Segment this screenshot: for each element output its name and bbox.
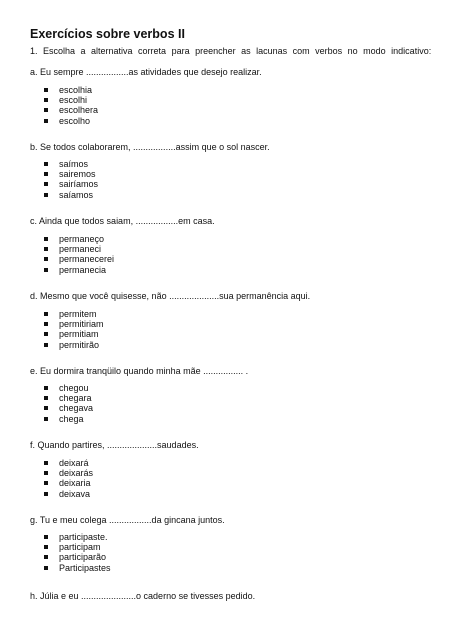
question-e: e. Eu dormira tranqüilo quando minha mãe ................ . [30, 366, 249, 376]
option-item [44, 552, 111, 562]
option-label: escolhi [59, 95, 88, 106]
option-label: permitiriam [59, 319, 104, 330]
option-item [44, 458, 93, 468]
option-label: Participastes [59, 562, 111, 573]
option-label: deixará [59, 458, 89, 468]
square-bullet-icon [44, 406, 48, 410]
option-label: saíamos [59, 189, 94, 200]
question-d: d. Mesmo que você quisesse, não ....................sua permanência aqui. [30, 291, 311, 301]
option-item [44, 340, 104, 350]
question-c: c. Ainda que todos saiam, .................em casa. [30, 216, 215, 226]
option-item [44, 95, 98, 105]
option-item [44, 532, 111, 542]
option-item [44, 393, 93, 403]
question-a-options [44, 85, 98, 126]
square-bullet-icon [44, 492, 48, 496]
option-label: escolhia [59, 85, 93, 95]
option-label: chegara [59, 393, 92, 404]
option-item [44, 244, 114, 254]
square-bullet-icon [44, 461, 48, 465]
square-bullet-icon [44, 247, 48, 251]
option-label: permaneci [59, 244, 102, 255]
square-bullet-icon [44, 343, 48, 347]
square-bullet-icon [44, 119, 48, 123]
square-bullet-icon [44, 312, 48, 316]
square-bullet-icon [44, 545, 48, 549]
question-g-options [44, 532, 111, 573]
square-bullet-icon [44, 88, 48, 92]
option-item [44, 478, 93, 488]
square-bullet-icon [44, 471, 48, 475]
option-item [44, 254, 114, 264]
option-item [44, 85, 98, 95]
option-label: escolhera [59, 105, 99, 116]
option-label: permitiam [59, 329, 99, 340]
question-d-options [44, 309, 104, 350]
question-c-options [44, 234, 114, 275]
option-item [44, 265, 114, 275]
option-label: participarão [59, 552, 107, 563]
question-h: h. Júlia e eu ......................o caderno se tivesses pedido. [30, 591, 256, 601]
square-bullet-icon [44, 417, 48, 421]
square-bullet-icon [44, 162, 48, 166]
option-label: deixarás [59, 468, 94, 479]
option-item [44, 116, 98, 126]
question-b-options [44, 159, 98, 200]
option-item [44, 468, 93, 478]
question-a: a. Eu sempre .................as atividades que desejo realizar. [30, 67, 262, 77]
option-label: chegou [59, 383, 89, 393]
square-bullet-icon [44, 535, 48, 539]
option-item [44, 403, 93, 413]
option-label: sairíamos [59, 179, 99, 190]
option-label: escolho [59, 115, 91, 126]
option-item [44, 383, 93, 393]
square-bullet-icon [44, 108, 48, 112]
question-f-options [44, 458, 93, 499]
option-label: deixaria [59, 478, 91, 489]
square-bullet-icon [44, 566, 48, 570]
option-label: chega [59, 413, 84, 424]
question-f: f. Quando partires, ....................saudades. [30, 440, 199, 450]
option-label: permitem [59, 309, 97, 319]
square-bullet-icon [44, 257, 48, 261]
square-bullet-icon [44, 172, 48, 176]
option-label: permanecia [59, 264, 107, 275]
option-label: permitirão [59, 339, 100, 350]
option-label: permaneço [59, 234, 105, 244]
exercise-instruction: 1. Escolha a alternativa correta para preencher as lacunas com verbos no modo indicativo: [30, 46, 432, 56]
option-item [44, 234, 114, 244]
page-title: Exercícios sobre verbos II [30, 27, 185, 41]
square-bullet-icon [44, 268, 48, 272]
option-label: deixava [59, 488, 91, 499]
square-bullet-icon [44, 237, 48, 241]
option-item [44, 309, 104, 319]
square-bullet-icon [44, 481, 48, 485]
option-item [44, 542, 111, 552]
square-bullet-icon [44, 322, 48, 326]
option-item [44, 179, 98, 189]
option-label: participaste. [59, 532, 108, 542]
option-item [44, 329, 104, 339]
question-g: g. Tu e meu colega .................da gincana juntos. [30, 515, 225, 525]
option-item [44, 563, 111, 573]
option-item [44, 414, 93, 424]
option-label: chegava [59, 403, 94, 414]
question-b: b. Se todos colaborarem, .................assim que o sol nascer. [30, 142, 270, 152]
square-bullet-icon [44, 396, 48, 400]
square-bullet-icon [44, 386, 48, 390]
option-label: sairemos [59, 169, 96, 180]
option-label: participam [59, 542, 101, 553]
option-item [44, 489, 93, 499]
option-item [44, 319, 104, 329]
option-item [44, 105, 98, 115]
option-label: permanecerei [59, 254, 115, 265]
square-bullet-icon [44, 98, 48, 102]
square-bullet-icon [44, 193, 48, 197]
square-bullet-icon [44, 182, 48, 186]
option-item [44, 169, 98, 179]
option-item [44, 190, 98, 200]
option-label: saímos [59, 159, 89, 169]
square-bullet-icon [44, 332, 48, 336]
question-e-options [44, 383, 93, 424]
option-item [44, 159, 98, 169]
square-bullet-icon [44, 555, 48, 559]
